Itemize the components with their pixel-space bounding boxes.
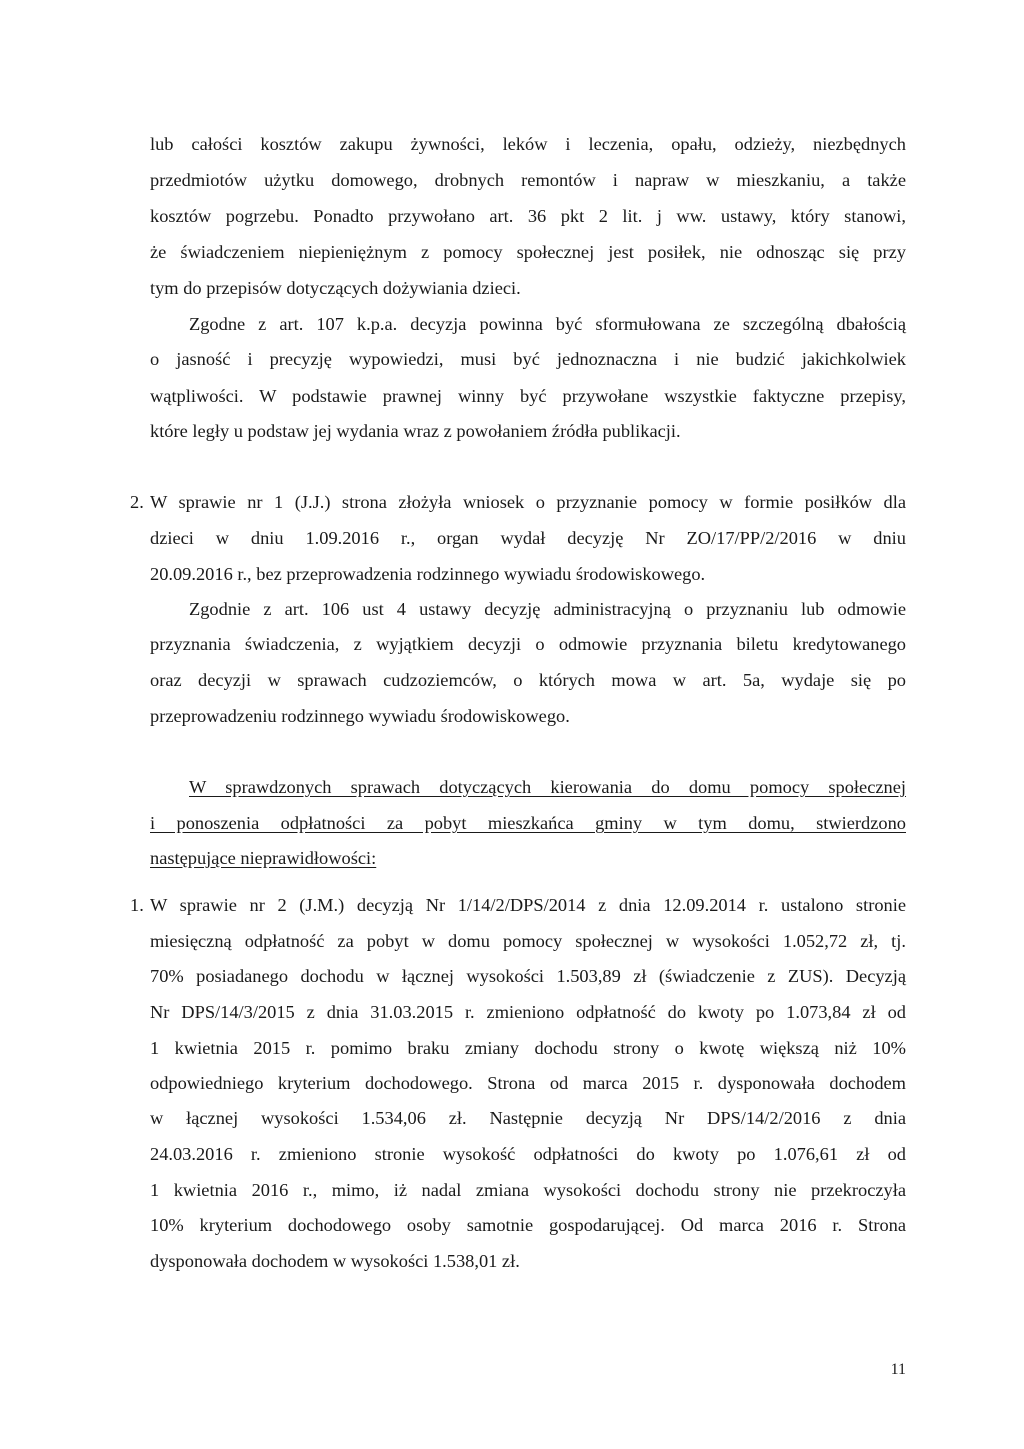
item-2-line-3: 20.09.2016 r., bez przeprowadzenia rodzinnego wywiadu środowiskowego. [150,564,706,584]
paragraph-1-line-3: kosztów pogrzebu. Ponadto przywołano art. 36 pkt 2 lit. j ww. ustawy, który stanowi, [150,206,906,226]
item-1-line-3: 70% posiadanego dochodu w łącznej wysokości 1.503,89 zł (świadczenie z ZUS). Decyzją [150,966,906,986]
item-1-line-5: 1 kwietnia 2015 r. pomimo braku zmiany dochodu strony o kwotę większą niż 10% [150,1038,906,1058]
paragraph-3-line-2: przyznania świadczenia, z wyjątkiem decyzji o odmowie przyznania biletu kredytowanego [150,634,906,654]
item-2-number: 2. [130,492,144,512]
paragraph-2-line-3: wątpliwości. W podstawie prawnej winny być przywołane wszystkie faktyczne przepisy, [150,386,906,406]
paragraph-2-line-1: Zgodne z art. 107 k.p.a. decyzja powinna być sformułowana ze szczególną dbałością [189,314,906,334]
item-1-line-11: dysponowała dochodem w wysokości 1.538,01 zł. [150,1251,520,1271]
item-1-line-7: w łącznej wysokości 1.534,06 zł. Następnie decyzją Nr DPS/14/2/2016 z dnia [150,1108,906,1128]
paragraph-1-line-4: że świadczeniem niepieniężnym z pomocy społecznej jest posiłek, nie odnosząc się przy [150,242,906,262]
item-1-line-4: Nr DPS/14/3/2015 z dnia 31.03.2015 r. zmieniono odpłatność do kwoty po 1.073,84 zł od [150,1002,906,1022]
paragraph-3-line-3: oraz decyzji w sprawach cudzoziemców, o których mowa w art. 5a, wydaje się po [150,670,906,690]
section-heading-line-2: i ponoszenia odpłatności za pobyt mieszkańca gminy w tym domu, stwierdzono [150,813,906,833]
item-1-line-9: 1 kwietnia 2016 r., mimo, iż nadal zmiana wysokości dochodu strony nie przekroczyła [150,1180,906,1200]
item-1-line-8: 24.03.2016 r. zmieniono stronie wysokość odpłatności do kwoty po 1.076,61 zł od [150,1144,906,1164]
paragraph-2-line-2: o jasność i precyzję wypowiedzi, musi być jednoznaczna i nie budzić jakichkolwiek [150,349,906,369]
paragraph-1-line-5: tym do przepisów dotyczących dożywiania dzieci. [150,278,521,298]
item-1-line-6: odpowiedniego kryterium dochodowego. Strona od marca 2015 r. dysponowała dochodem [150,1073,906,1093]
paragraph-1-line-1: lub całości kosztów zakupu żywności, leków i leczenia, opału, odzieży, niezbędnych [150,134,906,154]
section-heading-line-1: W sprawdzonych sprawach dotyczących kierowania do domu pomocy społecznej [189,777,906,797]
item-2-line-1: W sprawie nr 1 (J.J.) strona złożyła wniosek o przyznanie pomocy w formie posiłków dla [150,492,906,512]
item-2-line-2: dzieci w dniu 1.09.2016 r., organ wydał decyzję Nr ZO/17/PP/2/2016 w dniu [150,528,906,548]
paragraph-3-line-1: Zgodnie z art. 106 ust 4 ustawy decyzję administracyjną o przyznaniu lub odmowie [189,599,906,619]
item-1-line-10: 10% kryterium dochodowego osoby samotnie gospodarującej. Od marca 2016 r. Strona [150,1215,906,1235]
page-number: 11 [890,1361,906,1378]
item-1-line-2: miesięczną odpłatność za pobyt w domu pomocy społecznej w wysokości 1.052,72 zł, tj. [150,931,906,951]
paragraph-1-line-2: przedmiotów użytku domowego, drobnych remontów i napraw w mieszkaniu, a także [150,170,906,190]
paragraph-2-line-4: które legły u podstaw jej wydania wraz z powołaniem źródła publikacji. [150,421,681,441]
section-heading-line-3: następujące nieprawidłowości: [150,848,377,868]
item-1-number: 1. [130,895,144,915]
item-1-line-1: W sprawie nr 2 (J.M.) decyzją Nr 1/14/2/DPS/2014 z dnia 12.09.2014 r. ustalono stronie [150,895,906,915]
paragraph-3-line-4: przeprowadzeniu rodzinnego wywiadu środowiskowego. [150,706,570,726]
